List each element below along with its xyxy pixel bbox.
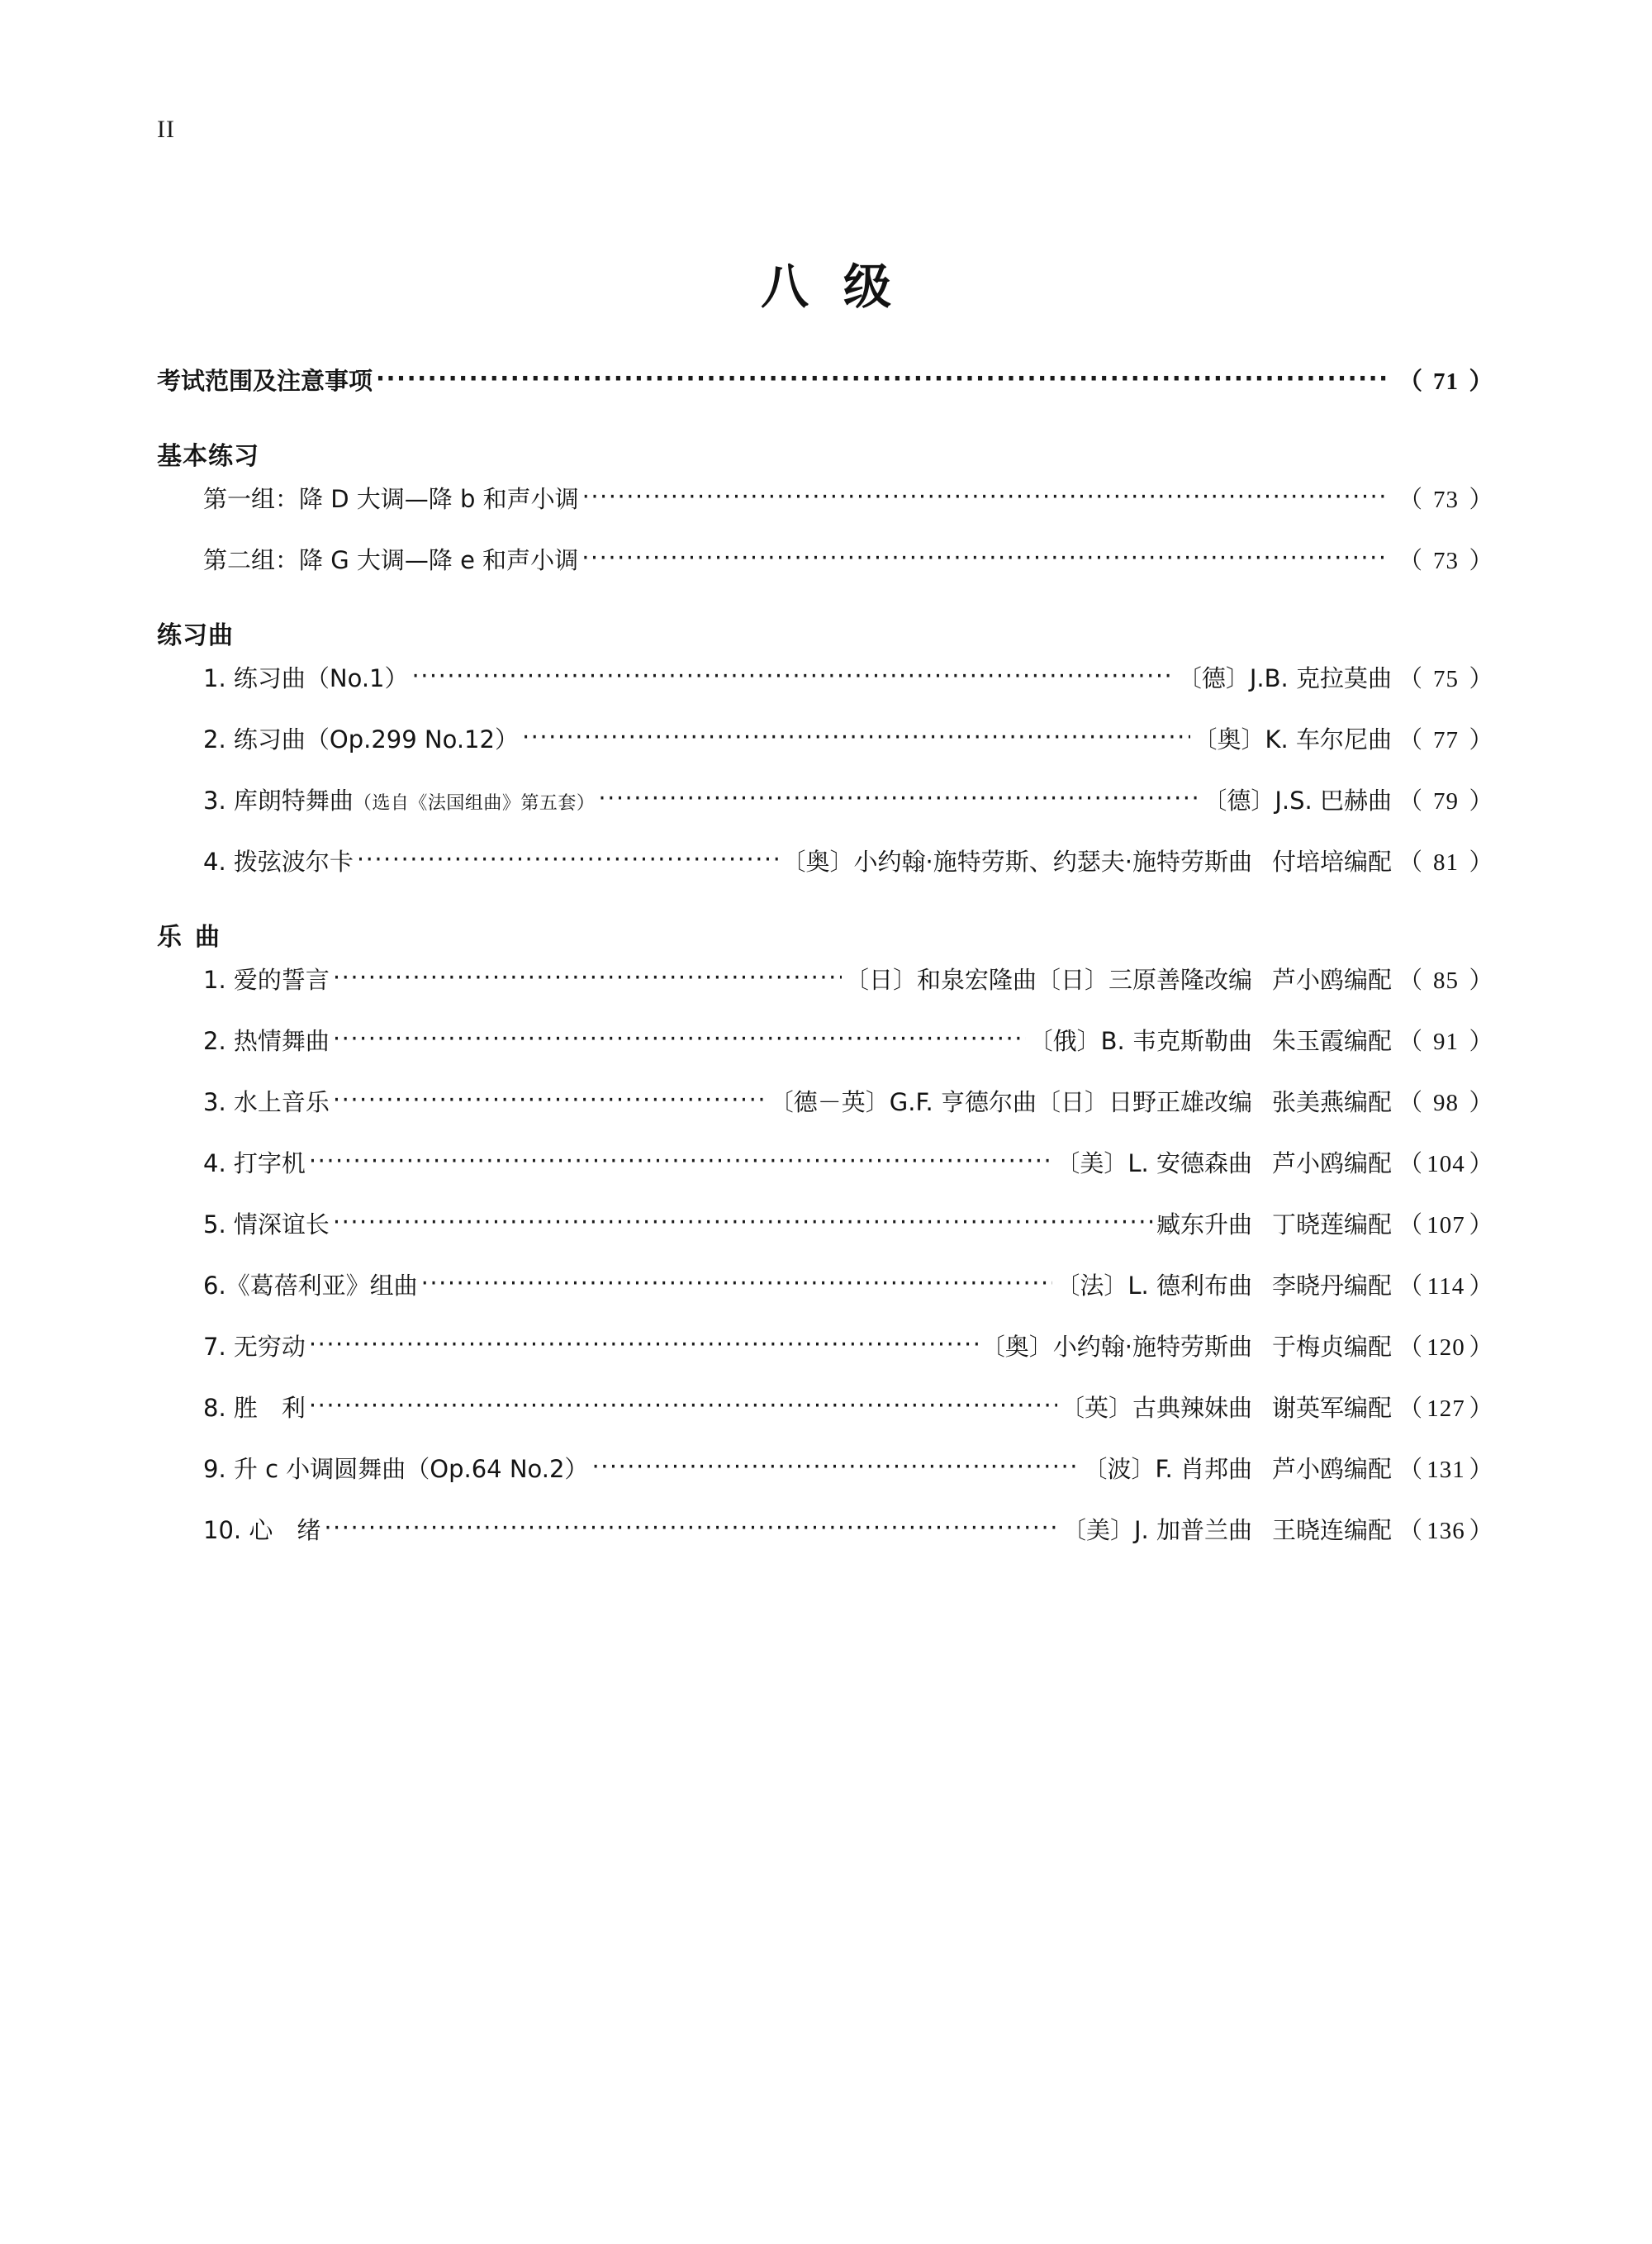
toc-dot-leader (522, 728, 1190, 752)
toc-entry-page-number: （ 71 ） (1392, 363, 1495, 402)
toc-entry[interactable] (157, 1205, 1495, 1245)
toc-entry[interactable] (157, 1389, 1495, 1429)
toc-entry-title: 1. 练习曲（No.1） (203, 663, 409, 692)
toc-entry-page-number: （ 131 ） (1392, 1451, 1495, 1490)
toc-dot-leader (309, 1335, 978, 1359)
toc-entry[interactable] (157, 720, 1495, 760)
toc-dot-leader (333, 968, 842, 992)
toc-entry[interactable] (157, 843, 1495, 882)
section-heading-etudes: 练习曲 (157, 620, 234, 650)
page-number-value: 79 (1432, 787, 1459, 815)
page-number-value: 71 (1432, 368, 1459, 395)
page-number-value: 75 (1432, 665, 1459, 692)
toc-entry-composer: 〔德〕J.B. 克拉莫曲 (1177, 663, 1392, 692)
toc-entry[interactable] (157, 1022, 1495, 1062)
page-number-value: 81 (1432, 849, 1459, 876)
toc-dot-leader (591, 1457, 1080, 1481)
page-number-value: 73 (1432, 486, 1459, 513)
toc-dot-leader (357, 850, 779, 874)
toc-entry-page-number: （ 136 ） (1392, 1512, 1495, 1551)
toc-entry-arranger: 芦小鸥编配 (1271, 1148, 1392, 1177)
page-number-value: 114 (1427, 1272, 1465, 1300)
toc-entry-page-number: （ 85 ） (1392, 962, 1495, 1001)
page-number-value: 91 (1432, 1028, 1459, 1055)
toc-entry[interactable] (157, 362, 1495, 402)
toc-entry[interactable] (157, 961, 1495, 1001)
toc-entry-title: 9. 升 c 小调圆舞曲（Op.64 No.2） (203, 1454, 589, 1483)
toc-entry-composer: 〔俄〕B. 韦克斯勒曲 (1028, 1026, 1252, 1055)
toc-entry-page-number: （ 79 ） (1392, 782, 1495, 821)
page-number-value: 131 (1427, 1456, 1465, 1483)
toc-entry-arranger: 王晓连编配 (1271, 1515, 1392, 1544)
toc-entry-arranger: 朱玉霞编配 (1271, 1026, 1392, 1055)
toc-dot-leader (598, 789, 1199, 813)
toc-dot-leader (324, 1519, 1059, 1543)
toc-entry-title: 3. 水上音乐 (203, 1087, 330, 1116)
toc-entry-page-number: （ 98 ） (1392, 1084, 1495, 1123)
toc-entry-arranger: 谢英军编配 (1271, 1393, 1392, 1422)
toc-entry-arranger: 张美燕编配 (1271, 1087, 1392, 1116)
toc-entry-page-number: （ 114 ） (1392, 1267, 1495, 1306)
toc-entry-title: 1. 爱的誓言 (203, 965, 330, 994)
toc-entry-page-number: （ 91 ） (1392, 1023, 1495, 1062)
toc-entry-composer: 〔日〕和泉宏隆曲〔日〕三原善隆改编 (844, 965, 1252, 994)
toc-entry-composer: 〔奥〕小约翰·施特劳斯曲 (980, 1332, 1252, 1361)
toc-entry-arranger: 于梅贞编配 (1271, 1332, 1392, 1361)
toc-entry[interactable] (157, 1328, 1495, 1367)
page-title: 八级 (760, 259, 926, 315)
toc-entry-title: 第二组：降 G 大调—降 e 和声小调 (203, 545, 579, 574)
toc-entry-composer: 〔德〕J.S. 巴赫曲 (1203, 786, 1392, 815)
toc-dot-leader (411, 667, 1174, 691)
toc-entry-composer: 〔奥〕K. 车尔尼曲 (1193, 725, 1392, 754)
toc-dot-leader (309, 1396, 1057, 1420)
section-heading-basic-exercises: 基本练习 (157, 441, 259, 471)
toc-dot-leader (582, 487, 1389, 511)
toc-entry-page-number: （ 77 ） (1392, 721, 1495, 760)
toc-dot-leader (309, 1152, 1052, 1176)
toc-dot-leader (421, 1274, 1053, 1298)
toc-entry-composer: 〔法〕L. 德利布曲 (1056, 1271, 1252, 1300)
toc-entry-title: 7. 无穷动 (203, 1332, 306, 1361)
toc-entry-composer: 〔英〕古典辣妹曲 (1060, 1393, 1252, 1422)
toc-entry-title: 3. 库朗特舞曲 (203, 786, 354, 815)
toc-entry-title: 6.《葛蓓利亚》组曲 (203, 1271, 418, 1300)
toc-dot-leader (333, 1029, 1026, 1053)
toc-entry-page-number: （ 127 ） (1392, 1390, 1495, 1429)
toc-entry-title: 8. 胜 利 (203, 1393, 306, 1422)
toc-entry-page-number: （ 75 ） (1392, 660, 1495, 699)
toc-entry-page-number: （ 104 ） (1392, 1145, 1495, 1184)
toc-entry[interactable] (157, 1267, 1495, 1306)
toc-entry-composer: 〔奥〕小约翰·施特劳斯、约瑟夫·施特劳斯曲 (781, 847, 1252, 876)
toc-entry[interactable] (157, 1144, 1495, 1184)
table-of-contents (157, 362, 1495, 1571)
toc-dot-leader (333, 1213, 1153, 1237)
toc-entry-composer: 〔美〕J. 加普兰曲 (1061, 1515, 1252, 1544)
page-number-value: 104 (1427, 1150, 1465, 1177)
toc-entry[interactable] (157, 480, 1495, 520)
toc-entry-title: 4. 拨弦波尔卡 (203, 847, 354, 876)
toc-entry-title: 第一组：降 D 大调—降 b 和声小调 (203, 484, 579, 513)
toc-entry-page-number: （ 73 ） (1392, 481, 1495, 520)
toc-entry[interactable] (157, 1083, 1495, 1123)
page-number-value: 120 (1427, 1334, 1465, 1361)
toc-entry-page-number: （ 107 ） (1392, 1206, 1495, 1245)
folio-page-number: II (157, 116, 175, 143)
toc-entry-arranger: 丁晓莲编配 (1271, 1210, 1392, 1238)
toc-dot-leader (376, 369, 1389, 393)
toc-entry-composer: 〔德－英〕G.F. 亨德尔曲〔日〕日野正雄改编 (769, 1087, 1252, 1116)
toc-entry-composer: 〔波〕F. 肖邦曲 (1083, 1454, 1252, 1483)
toc-entry-title: 10. 心 绪 (203, 1515, 321, 1544)
toc-entry-title: 考试范围及注意事项 (157, 367, 373, 395)
page-number-value: 98 (1432, 1089, 1459, 1116)
toc-dot-leader (582, 549, 1389, 573)
toc-entry-arranger: 付培培编配 (1271, 847, 1392, 876)
toc-dot-leader (333, 1091, 767, 1115)
toc-entry-page-number: （ 120 ） (1392, 1329, 1495, 1367)
toc-entry-arranger: 李晓丹编配 (1271, 1271, 1392, 1300)
toc-entry-composer: 〔美〕L. 安德森曲 (1056, 1148, 1252, 1177)
toc-entry-title: 2. 热情舞曲 (203, 1026, 330, 1055)
toc-entry[interactable] (157, 1450, 1495, 1490)
toc-entry[interactable] (157, 1511, 1495, 1551)
toc-entry[interactable] (157, 659, 1495, 699)
toc-entry-page-number: （ 81 ） (1392, 844, 1495, 882)
toc-entry-subtitle: （选自《法国组曲》第五套） (353, 792, 596, 814)
toc-entry-title: 4. 打字机 (203, 1148, 306, 1177)
toc-entry-title: 5. 情深谊长 (203, 1210, 330, 1238)
section-heading-pieces: 乐曲 (157, 922, 233, 952)
toc-entry[interactable] (157, 782, 1495, 821)
page-number-value: 107 (1427, 1211, 1465, 1238)
page-number-value: 127 (1427, 1395, 1465, 1422)
toc-entry[interactable] (157, 541, 1495, 581)
toc-entry-page-number: （ 73 ） (1392, 542, 1495, 581)
page-number-value: 136 (1427, 1517, 1465, 1544)
toc-entry-composer: 臧东升曲 (1156, 1210, 1252, 1238)
toc-entry-title: 2. 练习曲（Op.299 No.12） (203, 725, 519, 754)
page-number-value: 85 (1432, 967, 1459, 994)
toc-entry-arranger: 芦小鸥编配 (1271, 1454, 1392, 1483)
page-number-value: 73 (1432, 547, 1459, 574)
page-number-value: 77 (1432, 726, 1459, 754)
toc-entry-arranger: 芦小鸥编配 (1271, 965, 1392, 994)
